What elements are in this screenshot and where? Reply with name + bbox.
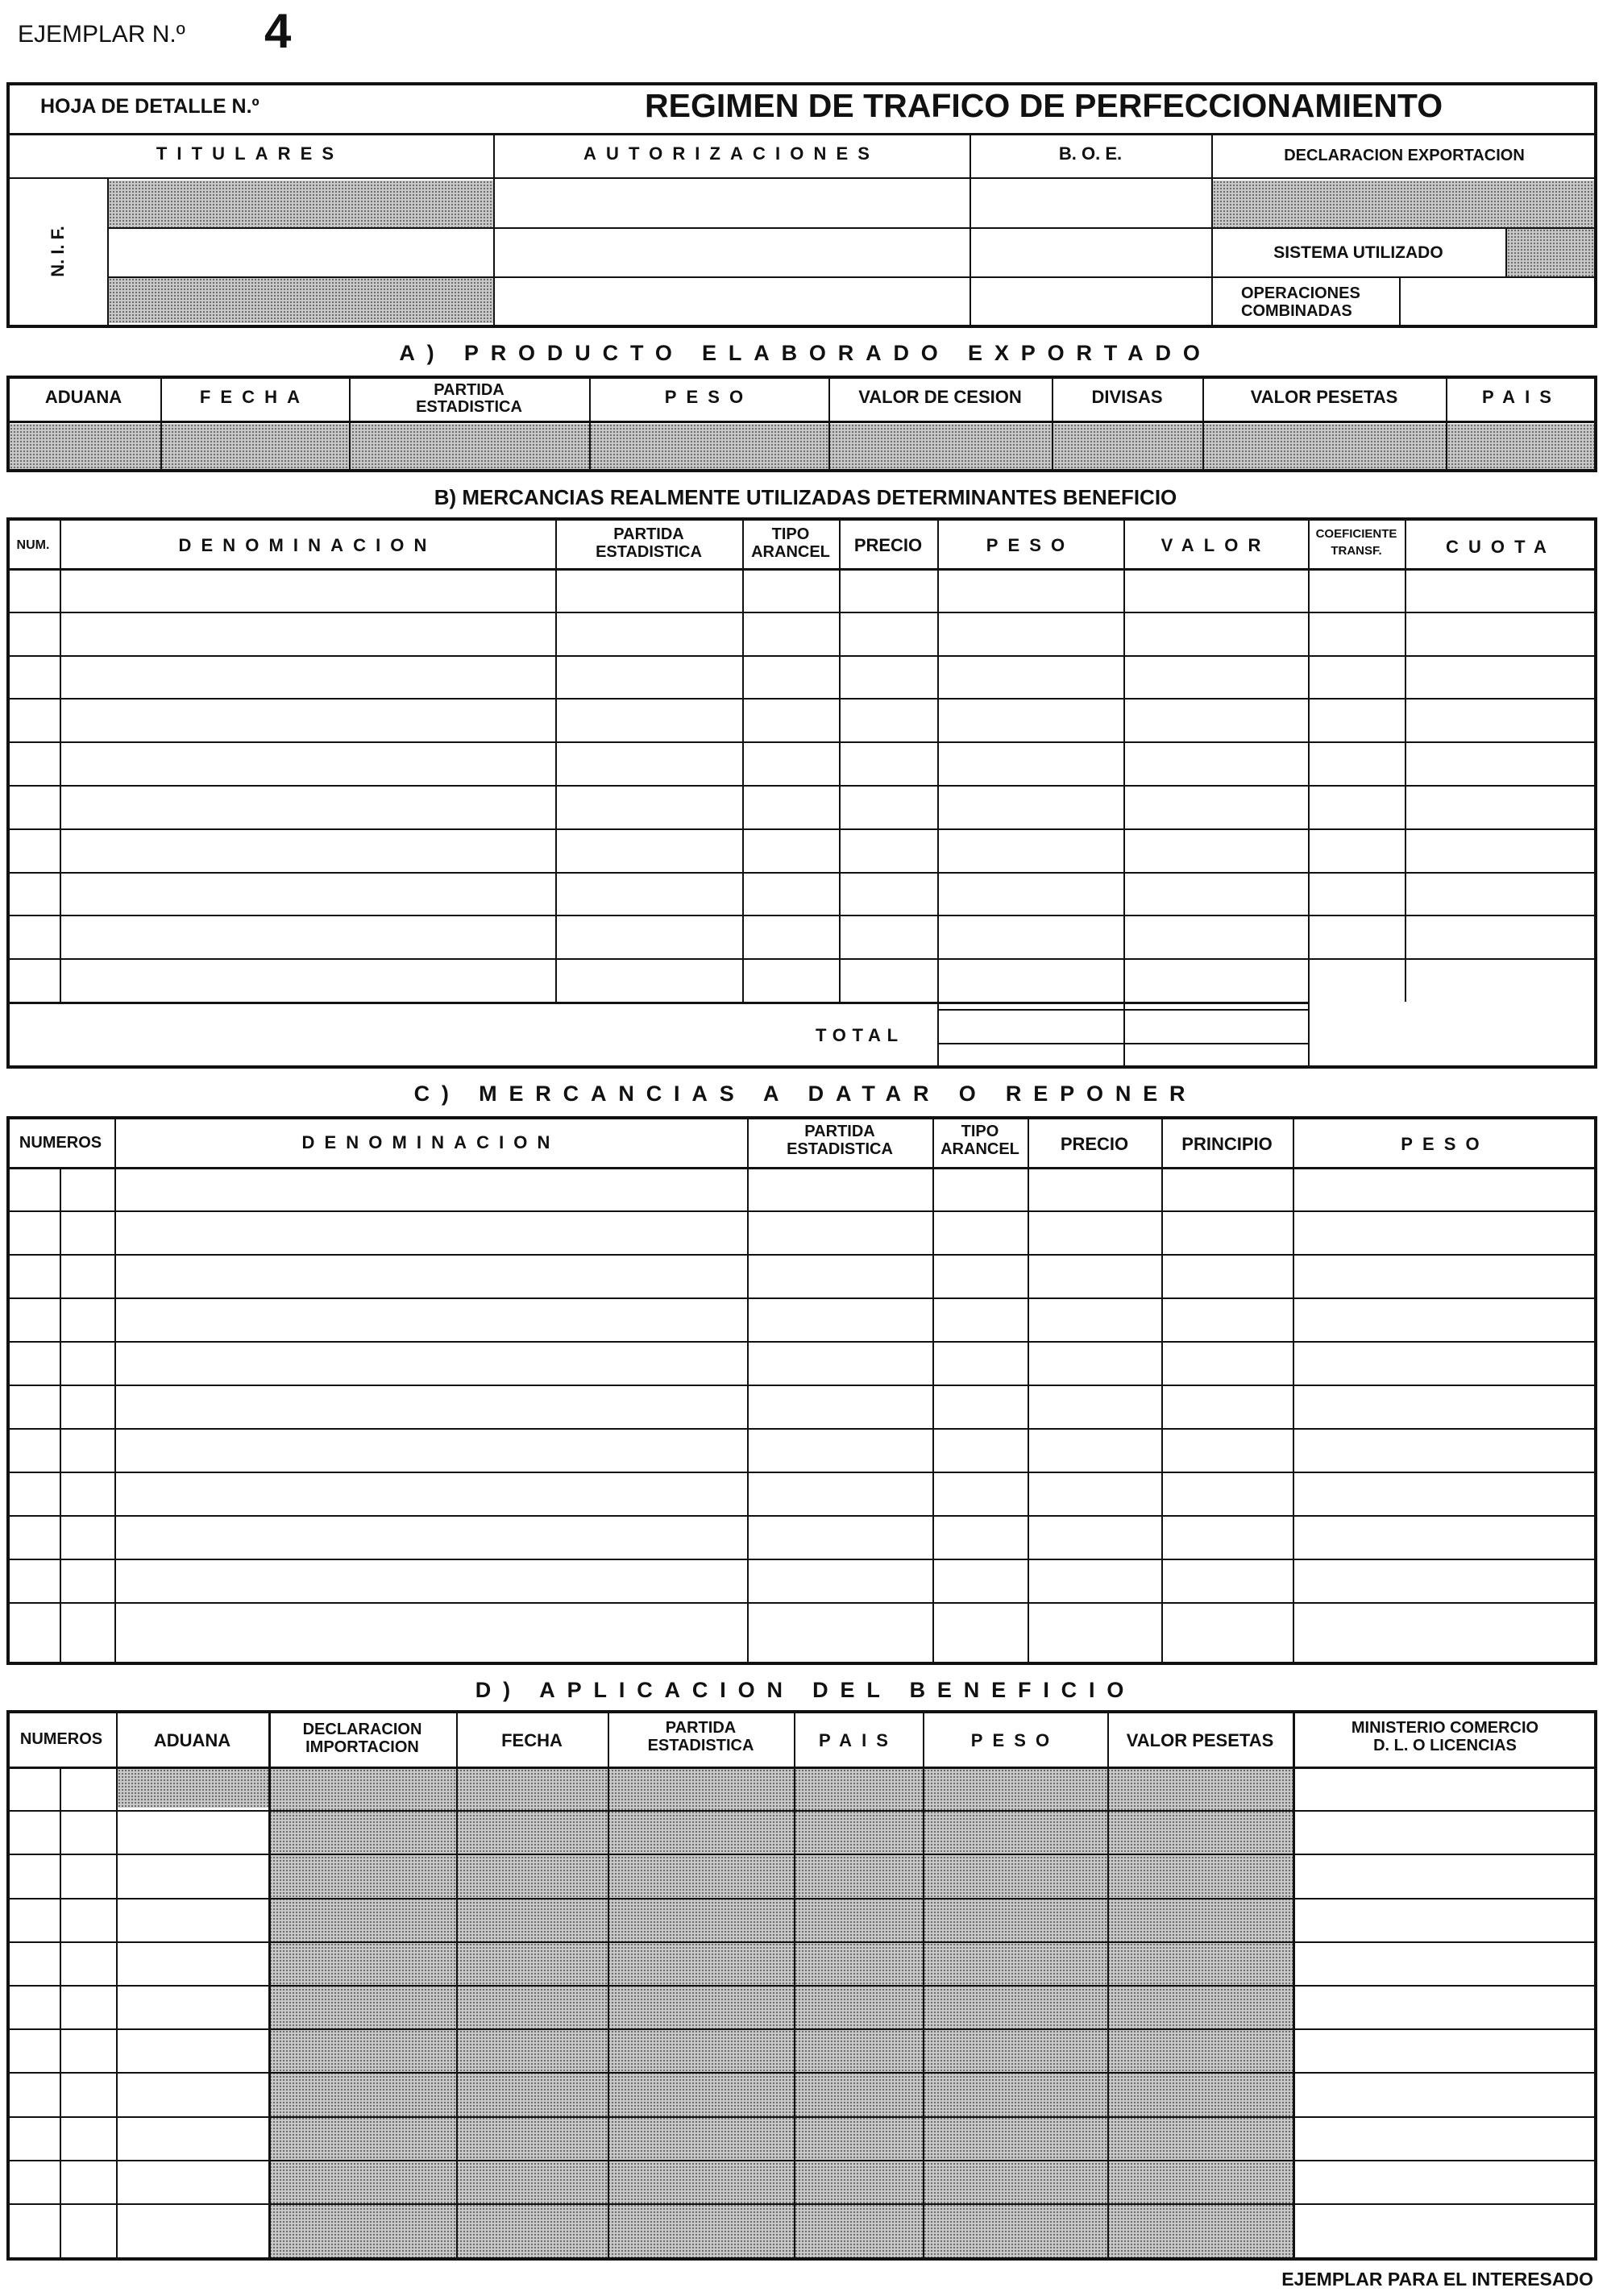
section-a-shade [10, 424, 1594, 469]
a-col-estadistica: ESTADISTICA [416, 398, 522, 416]
c-col-peso: PESO [1401, 1134, 1489, 1154]
d-col-aduana: ADUANA [153, 1730, 231, 1750]
declaracion-exportacion-header: DECLARACION EXPORTACION [1284, 147, 1525, 164]
row-line [6, 872, 1597, 874]
d-col-estadistica: ESTADISTICA [647, 1737, 754, 1754]
row-line [6, 2028, 1597, 2030]
b-col-coeficiente: COEFICIENTE [1315, 527, 1397, 541]
d-col-fecha: FECHA [501, 1730, 563, 1750]
d-col-licencias: D. L. O LICENCIAS [1373, 1737, 1517, 1754]
section-d-shade-main [269, 1769, 1293, 2257]
d-col-peso: PESO [970, 1730, 1060, 1750]
hoja-detalle-label: HOJA DE DETALLE N.º [40, 95, 260, 118]
c-col-tipo: TIPO [961, 1123, 999, 1140]
d-col-numeros: NUMEROS [19, 1730, 103, 1748]
a-col-peso: PESO [664, 387, 754, 407]
nif-label: N. I. F. [48, 226, 68, 277]
row-line [6, 1210, 1597, 1212]
b-col-estadistica: ESTADISTICA [596, 543, 702, 561]
row-line [6, 1515, 1597, 1517]
d-col-importacion: IMPORTACION [305, 1738, 419, 1756]
row-line [6, 1941, 1597, 1943]
b-col-peso: PESO [986, 535, 1075, 555]
row-line [6, 1428, 1597, 1430]
c-col-precio: PRECIO [1060, 1134, 1129, 1154]
b-col-num: NUM. [16, 538, 50, 552]
section-a-title: A) PRODUCTO ELABORADO EXPORTADO [399, 341, 1212, 365]
c-col-estadistica: ESTADISTICA [787, 1140, 893, 1158]
a-col-pais: PAIS [1481, 387, 1562, 407]
row-line [6, 2072, 1597, 2074]
row-line [6, 1898, 1597, 1899]
row-line [6, 1602, 1597, 1604]
form-title: REGIMEN DE TRAFICO DE PERFECCIONAMIENTO [645, 87, 1443, 124]
row-line [6, 741, 1597, 743]
row-line [6, 2116, 1597, 2118]
copy-number: 4 [264, 4, 292, 58]
d-col-valor-pesetas: VALOR PESETAS [1126, 1730, 1274, 1750]
d-col-declaracion: DECLARACION [302, 1721, 422, 1738]
row-line [6, 1810, 1597, 1812]
a-col-fecha: FECHA [199, 387, 310, 407]
c-col-arancel: ARANCEL [940, 1140, 1019, 1158]
row-line [6, 1341, 1597, 1343]
sistema-utilizado-label: SISTEMA UTILIZADO [1273, 243, 1443, 262]
row-line [6, 1559, 1597, 1560]
row-line [6, 1297, 1597, 1299]
footer-label: EJEMPLAR PARA EL INTERESADO [1281, 2269, 1593, 2290]
section-d-shade-aduana [118, 1769, 269, 1808]
autorizaciones-header: AUTORIZACIONES [583, 143, 879, 164]
sistema-shade [1507, 229, 1594, 276]
row-line [6, 785, 1597, 787]
b-col-partida: PARTIDA [613, 525, 684, 543]
b-col-transf: TRANSF. [1331, 544, 1382, 558]
row-line [6, 828, 1597, 830]
c-col-numeros: NUMEROS [19, 1134, 102, 1152]
row-line [6, 1472, 1597, 1473]
b-col-precio: PRECIO [853, 535, 923, 555]
a-col-aduana: ADUANA [44, 387, 122, 407]
section-b-table [6, 517, 1597, 1069]
operaciones-combinadas-label-2: COMBINADAS [1241, 302, 1352, 320]
b-col-cuota: CUOTA [1445, 537, 1557, 557]
titular-shade-1 [109, 181, 493, 227]
a-col-partida: PARTIDA [434, 381, 504, 399]
row-line [6, 2203, 1597, 2205]
c-col-principio: PRINCIPIO [1181, 1134, 1273, 1154]
total-label: TOTAL [816, 1025, 904, 1045]
a-col-divisas: DIVISAS [1091, 387, 1163, 407]
row-line [6, 655, 1597, 657]
b-col-valor: VALOR [1161, 535, 1271, 555]
d-col-ministerio-comercio: MINISTERIO COMERCIO [1351, 1719, 1539, 1737]
titular-shade-3 [109, 278, 493, 323]
b-col-arancel: ARANCEL [751, 543, 830, 561]
declaracion-shade [1213, 181, 1594, 227]
boe-header: B. O. E. [1058, 143, 1123, 164]
d-col-partida: PARTIDA [665, 1719, 737, 1737]
d-col-pais: PAIS [818, 1730, 899, 1750]
copy-label: EJEMPLAR N.º [18, 21, 185, 48]
row-line [6, 2160, 1597, 2161]
row-line [6, 958, 1597, 960]
row-line [6, 1254, 1597, 1256]
c-col-partida: PARTIDA [804, 1123, 875, 1140]
c-col-denominacion: DENOMINACION [301, 1132, 560, 1152]
a-col-valor-pesetas: VALOR PESETAS [1250, 387, 1398, 407]
titulares-header: TITULARES [156, 143, 344, 164]
section-c-title: C) MERCANCIAS A DATAR O REPONER [413, 1082, 1198, 1106]
row-line [6, 915, 1597, 916]
b-col-tipo: TIPO [771, 525, 810, 543]
row-line [6, 1854, 1597, 1855]
row-line [6, 1385, 1597, 1386]
row-line [6, 612, 1597, 613]
b-col-denominacion: DENOMINACION [178, 535, 437, 555]
section-d-title: D) APLICACION DEL BENEFICIO [475, 1678, 1136, 1702]
row-line [6, 1985, 1597, 1987]
section-b-title: B) MERCANCIAS REALMENTE UTILIZADAS DETERMINANTES BENEFICIO [434, 485, 1177, 509]
a-col-valor-cesion: VALOR DE CESION [858, 387, 1022, 407]
row-line [6, 698, 1597, 700]
section-c-table [6, 1116, 1597, 1665]
operaciones-combinadas-label-1: OPERACIONES [1241, 284, 1360, 302]
